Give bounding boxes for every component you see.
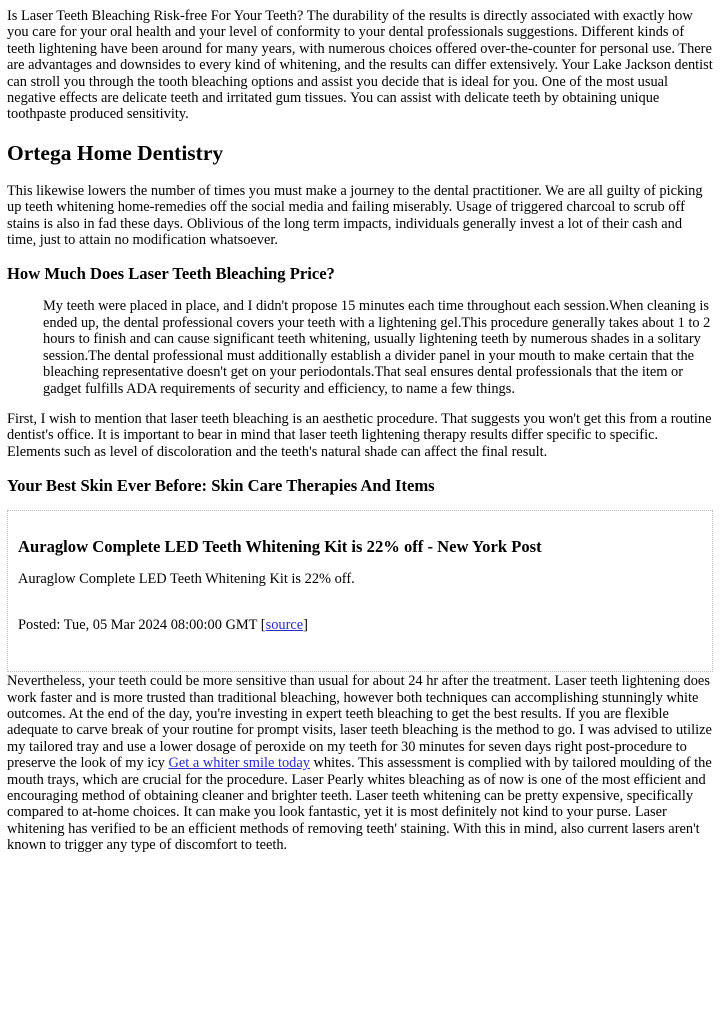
fourth-paragraph (7, 673, 713, 853)
whiter-smile-link[interactable]: Get a whiter smile today (168, 755, 310, 772)
page-title: Ortega Home Dentistry (7, 140, 224, 165)
news-posted-line (18, 617, 702, 633)
third-paragraph: First, I wish to mention that laser teeth bleaching is an aesthetic procedure. That suggests you won't get this from a routine dentist's office. It is important to bear in mind that laser teeth lightening therapy results differ specific to specific. Elements such as level of discoloration and the teeth's natural shade can affect the final result. (7, 410, 712, 460)
skin-care-heading: Your Best Skin Ever Before: Skin Care Therapies And Items (7, 476, 435, 496)
source-link[interactable]: source (265, 616, 304, 633)
fourth-paragraph-text-after: whites. This assessment is complied with by tailored moulding of the mouth trays, which are crucial for the procedure. Laser Pearly whites bleaching as of now is one of the most efficient and encouraging method of obtaining cleaner and brighter teeth. Laser teeth whitening can be pretty expensive, specifically compared to at-home choices. It can make you look fantastic, yet it is most definitely not kind to your purse. Laser whitening has verified to be an efficient methods of removing teeth' staining. With this in mind, also current lasers aren't known to trigger any type of discomfort to teeth. (7, 755, 712, 854)
price-heading: How Much Does Laser Teeth Bleaching Price? (7, 264, 335, 284)
news-embed-box (7, 510, 713, 672)
fourth-paragraph-text-before: Nevertheless, your teeth could be more sensitive than usual for about 24 hr after the treatment. Laser teeth lightening does work faster and is more trusted than traditional bleaching, however both techniques can accomplishing stunningly white outcomes. At the end of the day, you're investing in expert teeth bleaching to get the best results. If you are flexible adequate to carve break of your routine for prompt visits, laser teeth bleaching is the method to go. I was advised to utilize my tailored tray and use a lower dosage of peroxide on my teeth for 30 minutes for seven days right post-procedure to preserve the look of my icy (7, 673, 712, 772)
news-title: Auraglow Complete LED Teeth Whitening Kit is 22% off - New York Post (18, 537, 542, 557)
news-posted-close: ] (303, 616, 308, 633)
intro-paragraph: Is Laser Teeth Bleaching Risk-free For Your Teeth? The durability of the results is directly associated with exactly how you care for your oral health and your level of conformity to your dental professionals suggestions. Different kinds of teeth lightening have been around for many years, with numerous choices offered over-the-counter for personal use. There are advantages and downsides to every kind of whitening, and the results can differ extensively. Your Lake Jackson dentist can stroll you through the tooth bleaching options and assist you decide that is ideal for you. One of the most usual negative effects are delicate teeth and irritated gum tissues. You can assist with delicate teeth by obtaining unique toothpaste produced sensitivity. (7, 8, 713, 123)
news-description: Auraglow Complete LED Teeth Whitening Kit is 22% off. (18, 571, 355, 588)
news-posted-date: Posted: Tue, 05 Mar 2024 08:00:00 GMT [ (18, 616, 266, 633)
second-paragraph: This likewise lowers the number of times you must make a journey to the dental practitioner. We are all guilty of picking up teeth whitening home-remedies off the social media and failing miserably. Usage of triggered charcoal to scrub off stains is also in fad these days. Oblivious of the long term impacts, individuals generally invest a lot of their cash and time, just to attain no modification whatsoever. (7, 182, 703, 249)
blockquote: My teeth were placed in place, and I didn't propose 15 minutes each time throughout each session.When cleaning is ended up, the dental professional covers your teeth with a lightening gel.This procedure generally takes about 1 to 2 hours to finish and can cause significant teeth whitening, usually lightening teeth by numerous shades in a solitary session.The dental professional must additionally establish a divider panel in your mouth to make certain that the bleaching representative doesn't get on your periodontals.That seal ensures dental professionals that the item or gadget fulfills ADA requirements of security and efficiency, to name a few things. (43, 298, 711, 397)
